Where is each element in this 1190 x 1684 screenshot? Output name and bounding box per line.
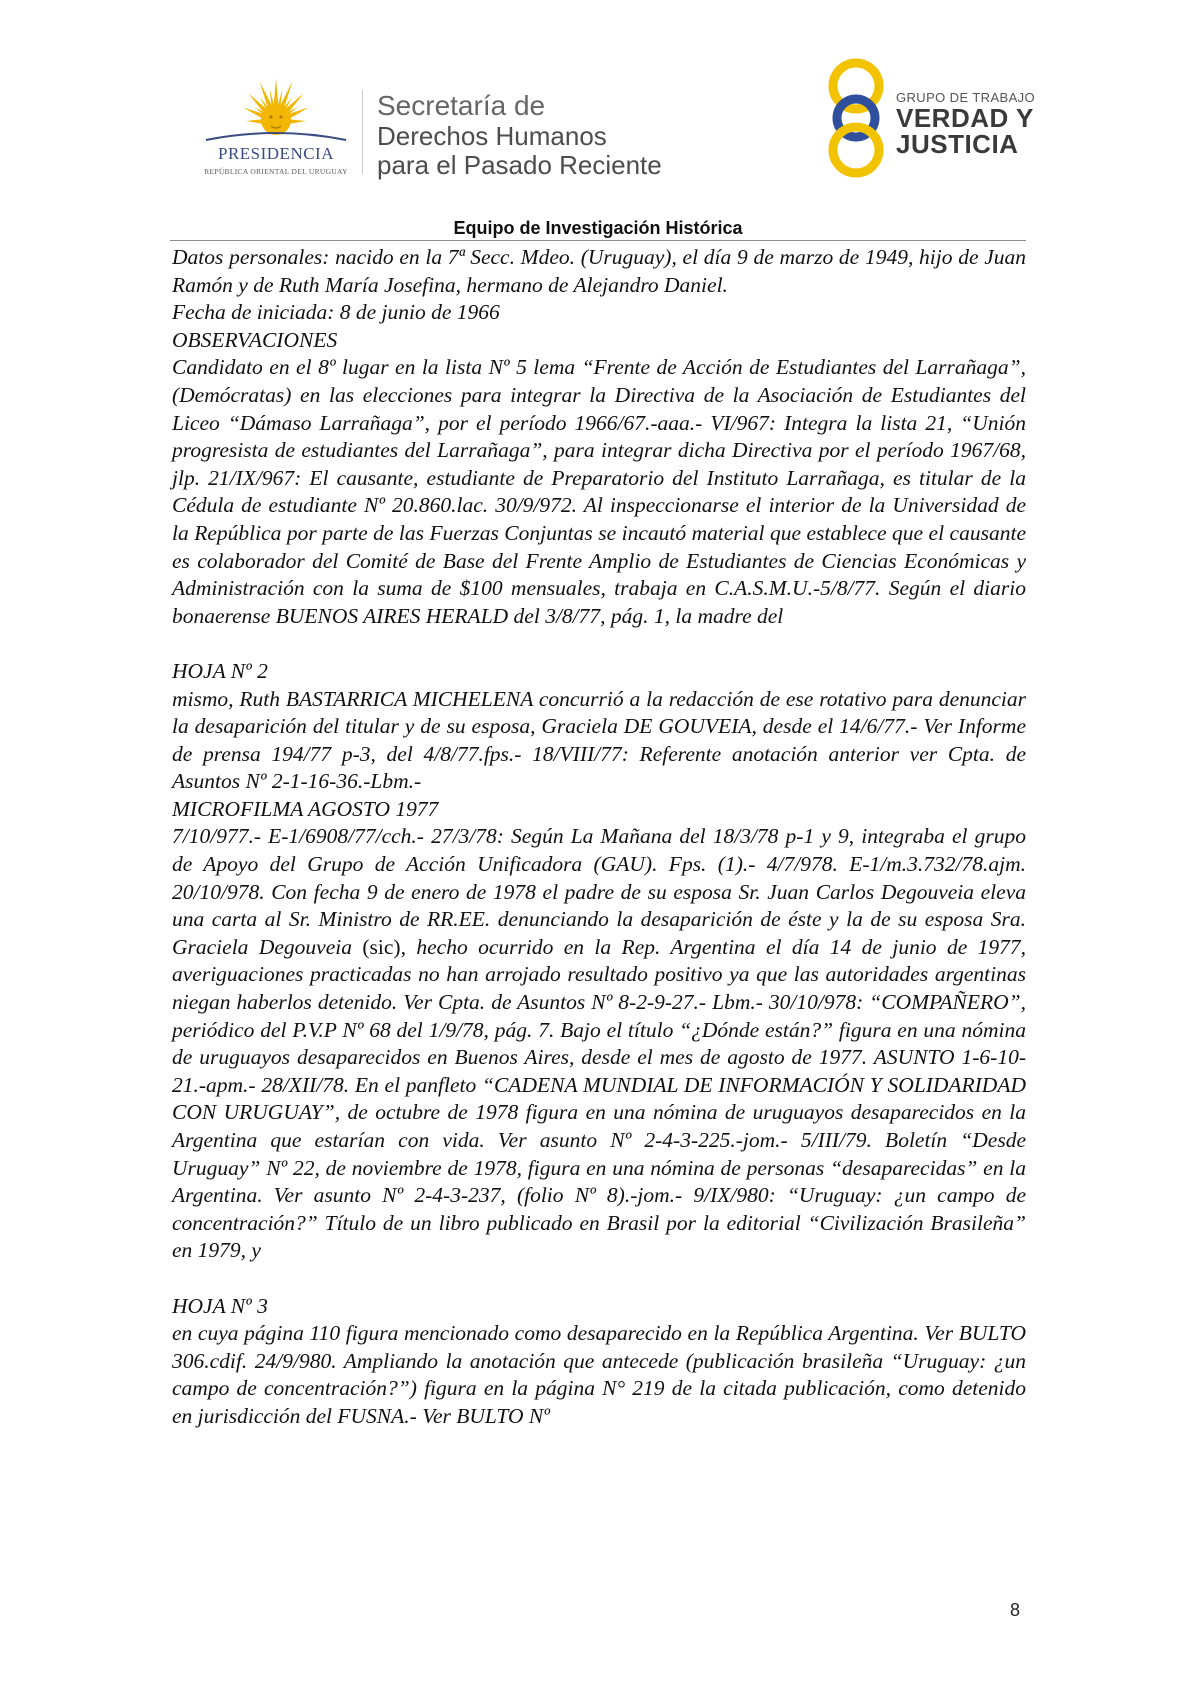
datos-personales: Datos personales: nacido en la 7ª Secc. Mdeo. (Uruguay), el día 9 de marzo de 1949, hijo de Juan Ramón y de Ruth María Josefina, hermano de Alejandro Daniel. [172, 245, 1026, 297]
presidencia-name: PRESIDENCIA [217, 144, 334, 163]
hoja-2-body: mismo, Ruth BASTARRICA MICHELENA concurrió a la redacción de ese rotativo para denunciar la desaparición del titular y de su esposa, Graciela DE GOUVEIA, desde el 14/6/77.- Ver Informe de prensa 194/77 p-3, del 4/8/77.fps.- 18/VIII/77: Referente anotación anterior ver Cpta. de Asuntos Nº 2-1-16-36.-Lbm.- [172, 686, 1026, 794]
microfilma-text-2: , hecho ocurrido en la Rep. Argentina el día 14 de junio de 1977, averiguaciones practicadas no han arrojado resultado positivo ya que las autoridades argentinas niegan haberlos detenido. Ver Cpta. de Asuntos Nº 8-2-9-27.- Lbm.- 30/10/978: “COMPAÑERO”, periódico del P.V.P Nº 68 del 1/9/78, pág. 7. Bajo el título “¿Dónde están?” figura en una nómina de uruguayos desaparecidos en Buenos Aires, desde el mes de agosto de 1977. ASUNTO 1-6-10-21.-apm.- 28/XII/78. En el panfleto “CADENA MUNDIAL DE INFORMACIÓN Y SOLIDARIDAD CON URUGUAY”, de octubre de 1978 figura en una nómina de uruguayos desaparecidos en la Argentina que estarían con vida. Ver asunto Nº 2-4-3-225.-jom.- 5/III/79. Boletín “Desde Uruguay” Nº 22, de noviembre de 1978, figura en una nómina de personas “desaparecidas” en la Argentina. Ver asunto Nº 2-4-3-237, (folio Nº 8).-jom.- 9/IX/980: “Uruguay: ¿un campo de concentración?” Título de un libro publicado en Brasil por la editorial “Civilización Brasileña” en 1979, y [172, 934, 1027, 1263]
presidencia-subtitle: REPÚBLICA ORIENTAL DEL URUGUAY [204, 167, 348, 176]
sic-note: (sic) [362, 934, 401, 959]
header-divider [362, 90, 363, 174]
hoja-2-heading: HOJA Nº 2 [172, 658, 268, 683]
sun-emblem-icon [196, 78, 356, 148]
hoja-3-heading: HOJA Nº 3 [172, 1293, 268, 1318]
secretaria-line-1: Secretaría de [377, 90, 546, 121]
observaciones-body: Candidato en el 8º lugar en la lista Nº 5 lema “Frente de Acción de Estudiantes del Larrañaga”, (Demócratas) en las elecciones para integrar la Directiva de la Asociación de Estudiantes del Liceo “Dámaso Larrañaga”, por el período 1966/67.-aaa.- VI/967: Integra la lista 21, “Unión progresista de estudiantes del Larrañaga”, para integrar dicha Directiva por el período 1967/68, jlp. 21/IX/967: El causante, estudiante de Preparatorio del Instituto Larrañaga, es titular de la Cédula de estudiante Nº 20.860.lac. 30/9/972. Al inspeccionarse el interior de la Universidad de la República por parte de las Fuerzas Conjuntas se incautó material que establece que el causante es colaborador del Comité de Base del Frente Amplio de Estudiantes de Ciencias Económicas y Administración con la suma de $100 mensuales, trabaja en C.A.S.M.U.-5/8/77. Según el diario bonaerense BUENOS AIRES HERALD del 3/8/77, pág. 1, la madre del [172, 355, 1026, 628]
verdad-justicia-rings-icon [826, 56, 886, 180]
microfilma-body [172, 823, 1026, 1265]
microfilma-heading: MICROFILMA AGOSTO 1977 [172, 796, 439, 821]
secretaria-line-3: para el Pasado Reciente [377, 150, 662, 180]
vyj-line-2: JUSTICIA [896, 129, 1019, 159]
secretaria-line-2: Derechos Humanos [377, 120, 607, 151]
paragraph-gap [172, 630, 1026, 658]
paragraph-gap [172, 1265, 1026, 1293]
vyj-line-1: VERDAD Y [896, 103, 1034, 133]
verdad-justicia-text [896, 90, 1035, 157]
fecha-iniciada: Fecha de iniciada: 8 de junio de 1966 [172, 300, 500, 325]
microfilma-text-1: 7/10/977.- E-1/6908/77/cch.- 27/3/78: Según La Mañana del 18/3/78 p-1 y 9, integraba el grupo de Apoyo del Grupo de Acción Unificadora (GAU). Fps. (1).- 4/7/978. E-1/m.3.732/78.ajm. 20/10/978. Con fecha 9 de enero de 1978 el padre de su esposa Sr. Juan Carlos Degouveia eleva una carta al Sr. Ministro de RR.EE. denunciando la desaparición de éste y la de su esposa Sra. Graciela Degouveia [172, 824, 1026, 959]
observaciones-heading: OBSERVACIONES [172, 327, 338, 352]
secretaria-logo-text [377, 90, 662, 180]
page-number: 8 [1010, 1600, 1021, 1620]
vyj-small-label: GRUPO DE TRABAJO [896, 90, 1036, 105]
presidencia-logo [196, 78, 356, 188]
header-rule [170, 240, 1026, 241]
team-title: Equipo de Investigación Histórica [453, 218, 743, 238]
hoja-3-body: en cuya página 110 figura mencionado como desaparecido en la República Argentina. Ver BULTO 306.cdif. 24/9/980. Ampliando la anotación que antecede (publicación brasileña “Uruguay: ¿un campo de concentración?”) figura en la página N° 219 de la citada publicación, como detenido en jurisdicción del FUSNA.- Ver BULTO Nº [172, 1321, 1026, 1428]
document-body [172, 244, 1026, 1431]
